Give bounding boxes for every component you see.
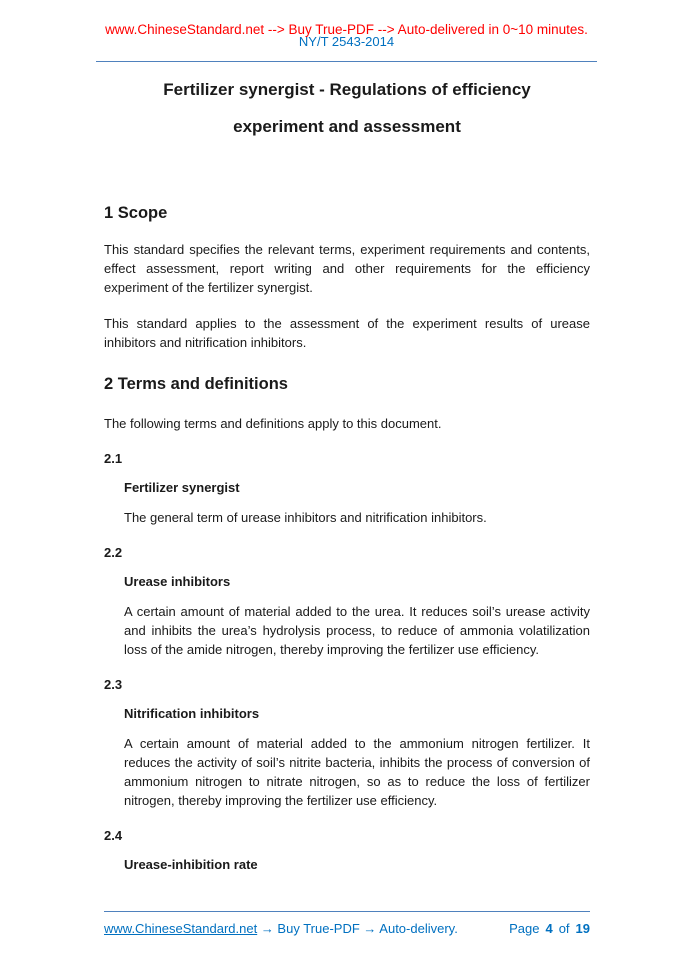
document-title-line2: experiment and assessment bbox=[233, 117, 461, 136]
term-name: Urease inhibitors bbox=[124, 574, 231, 589]
term-block bbox=[104, 828, 590, 872]
terms-intro: The following terms and definitions apply to this document. bbox=[104, 416, 442, 431]
section-heading-terms: 2 Terms and definitions bbox=[104, 375, 288, 393]
term-block bbox=[104, 677, 590, 810]
term-definition: The general term of urease inhibitors and nitrification inhibitors. bbox=[124, 510, 487, 525]
header-rule bbox=[96, 61, 597, 62]
page-number: 4 bbox=[545, 921, 553, 936]
term-definition: A certain amount of material added to the urea. It reduces soil’s urease activity and inhibits the urea’s hydrolysis process, to reduce of ammonia volatilization loss of the amide nitrogen, thereby improving the fertilizer use efficiency. bbox=[124, 604, 590, 657]
scope-paragraph-2: This standard applies to the assessment of the experiment results of urease inhibitors and nitrification inhibitors. bbox=[104, 316, 590, 350]
term-block bbox=[104, 451, 590, 527]
section-heading-scope: 1 Scope bbox=[104, 204, 168, 222]
term-definition: A certain amount of material added to the ammonium nitrogen fertilizer. It reduces the activity of soil’s nitrite bacteria, inhibits the process of conversion of ammonium nitrogen to nitrate nitrogen, so as to reduce the loss of fertilizer nitrogen, thereby improving the fertilizer use efficiency. bbox=[124, 736, 590, 808]
page-footer bbox=[104, 911, 590, 936]
term-number: 2.4 bbox=[104, 828, 123, 843]
term-name: Fertilizer synergist bbox=[124, 480, 240, 495]
term-number: 2.3 bbox=[104, 677, 123, 692]
term-number: 2.1 bbox=[104, 451, 123, 466]
footer-row bbox=[104, 921, 590, 936]
footer-tagline: → Buy True-PDF → Auto-delivery. bbox=[257, 921, 458, 936]
term-name: Urease-inhibition rate bbox=[124, 857, 258, 872]
term-name: Nitrification inhibitors bbox=[124, 706, 260, 721]
of-label: of bbox=[558, 921, 570, 936]
page-label: Page bbox=[509, 921, 540, 936]
total-pages: 19 bbox=[575, 921, 590, 936]
document-body bbox=[104, 80, 590, 872]
document-title-line1: Fertilizer synergist - Regulations of efficiency bbox=[163, 80, 531, 99]
promo-banner: www.ChineseStandard.net --> Buy True-PDF --> Auto-delivered in 0~10 minutes. bbox=[105, 22, 588, 37]
footer-promo bbox=[104, 921, 458, 936]
term-block bbox=[104, 545, 590, 659]
standard-code: NY/T 2543-2014 bbox=[298, 34, 395, 49]
term-number: 2.2 bbox=[104, 545, 123, 560]
footer-site-link[interactable]: www.ChineseStandard.net bbox=[104, 921, 258, 936]
scope-paragraph-1: This standard specifies the relevant terms, experiment requirements and contents, effect assessment, report writing and other requirements for the efficiency experiment of the fertilizer synergist. bbox=[104, 242, 590, 295]
footer-rule bbox=[104, 911, 590, 912]
page-indicator bbox=[509, 921, 590, 936]
